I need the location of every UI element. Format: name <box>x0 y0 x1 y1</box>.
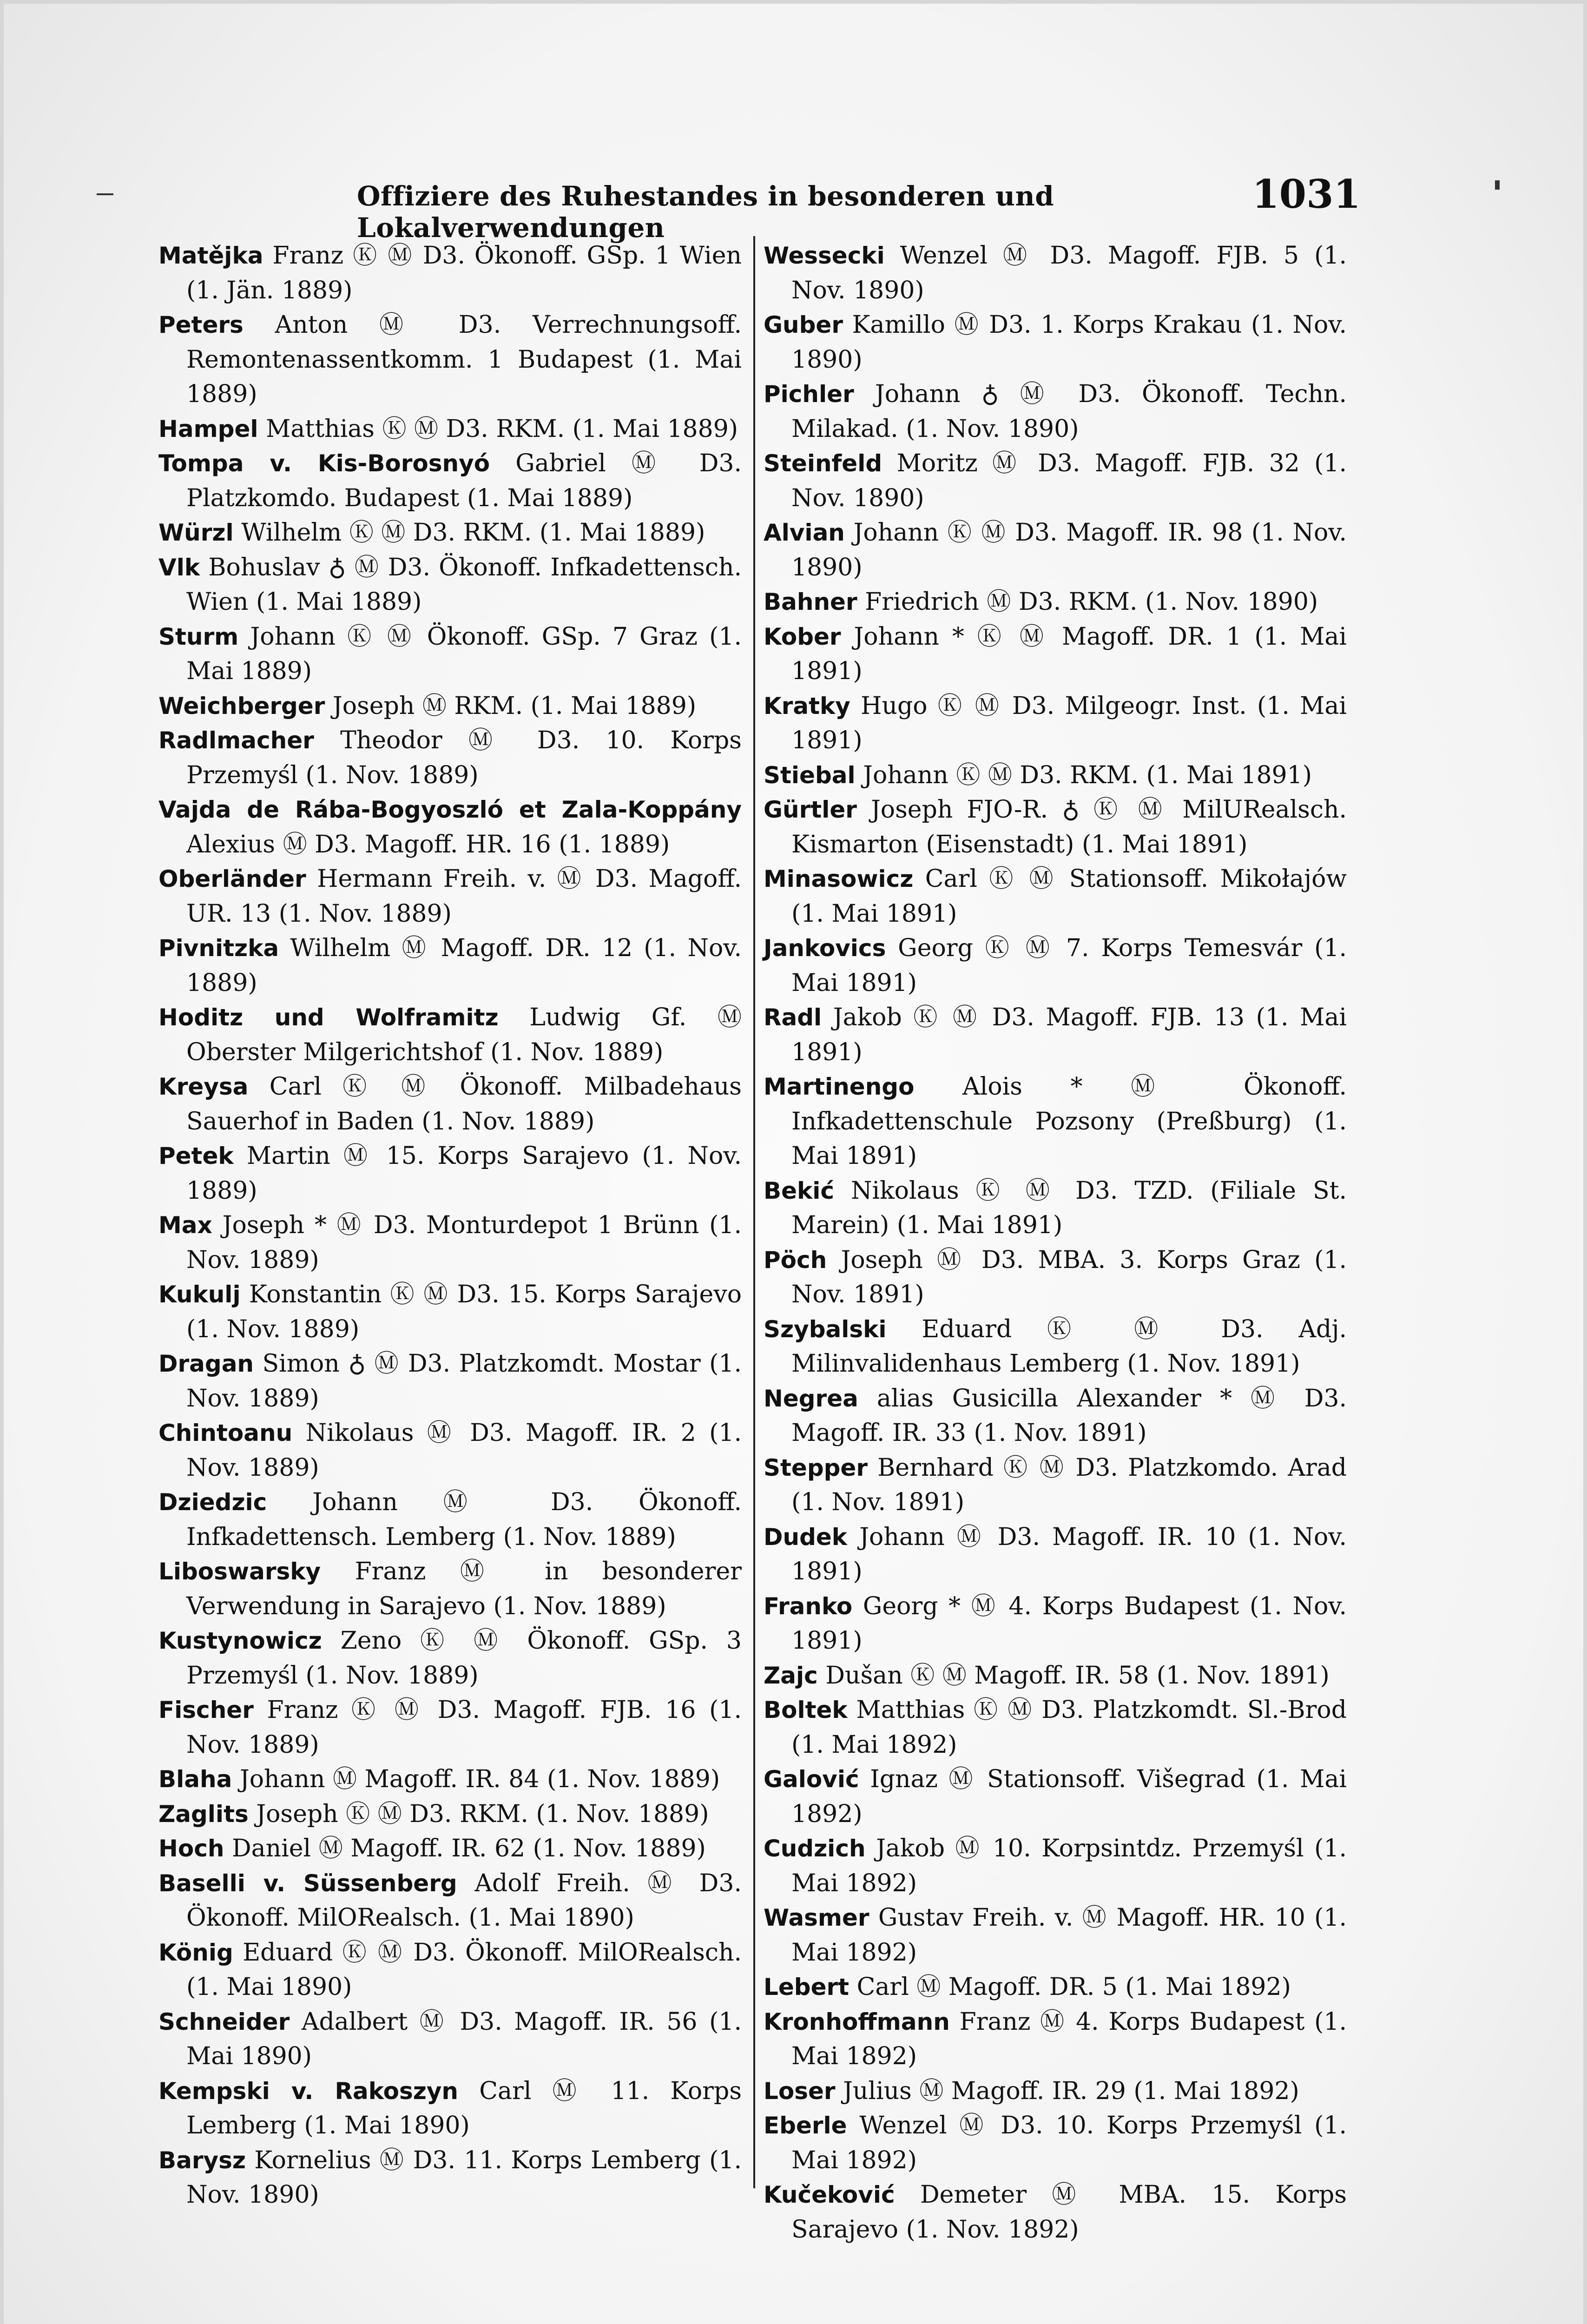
register-entry <box>764 1970 1347 2005</box>
entry-surname: Kustynowicz <box>158 1627 322 1654</box>
entry-surname: Jankovics <box>764 935 886 962</box>
entry-surname: Guber <box>764 311 843 338</box>
register-entry <box>158 1070 742 1139</box>
entry-surname: Bahner <box>764 588 857 615</box>
entry-surname: Wasmer <box>764 1904 869 1931</box>
entry-details: Johann * Ⓚ Ⓜ Magoff. DR. 1 (1. Mai 1891) <box>791 622 1347 685</box>
register-entry <box>158 412 742 447</box>
entry-details: Carl Ⓜ Magoff. DR. 5 (1. Mai 1892) <box>856 1973 1291 2001</box>
entry-surname: Blaha <box>158 1766 232 1793</box>
entry-surname: Eberle <box>764 2112 847 2139</box>
register-entry <box>764 1589 1347 1658</box>
register-entry <box>764 792 1347 862</box>
register-entry <box>158 689 742 724</box>
entry-details: Matthias Ⓚ Ⓜ D3. RKM. (1. Mai 1889) <box>266 415 738 443</box>
register-entry <box>158 1797 742 1832</box>
entry-surname: Chintoanu <box>158 1419 293 1446</box>
entry-surname: Pichler <box>764 381 854 408</box>
entry-surname: Peters <box>158 311 244 338</box>
register-entry <box>764 1381 1347 1451</box>
entry-surname: Bekić <box>764 1177 835 1204</box>
entry-details: Ignaz Ⓜ Stationsoff. Višegrad (1. Mai 1892) <box>791 1765 1347 1828</box>
register-entry <box>158 238 742 308</box>
entry-surname: Radlmacher <box>158 727 314 754</box>
entry-details: Johann Ⓚ Ⓜ D3. Magoff. IR. 98 (1. Nov. 1890) <box>791 519 1347 581</box>
register-entry <box>158 2143 742 2212</box>
entry-details: Alois * Ⓜ Ökonoff. Infkadettenschule Pozsony (Preßburg) (1. Mai 1891) <box>791 1073 1347 1170</box>
entry-details: Kamillo Ⓜ D3. 1. Korps Krakau (1. Nov. 1890) <box>791 311 1347 374</box>
register-entry <box>764 2178 1347 2247</box>
entry-surname: Galović <box>764 1766 859 1793</box>
entry-details: Bernhard Ⓚ Ⓜ D3. Platzkomdo. Arad (1. Nov. 1891) <box>791 1453 1347 1516</box>
entry-surname: Kempski v. Rakoszyn <box>158 2077 459 2105</box>
entry-surname: Gürtler <box>764 796 857 823</box>
right-column <box>764 238 1347 2247</box>
entry-details: Johann Ⓜ Magoff. IR. 84 (1. Nov. 1889) <box>239 1765 720 1793</box>
entry-surname: Matějka <box>158 242 263 269</box>
entry-surname: Kukulj <box>158 1281 241 1308</box>
entry-details: Bohuslav ♁ Ⓜ D3. Ökonoff. Infkadettensch. Wien (1. Mai 1889) <box>186 553 742 616</box>
register-entry <box>764 515 1347 585</box>
entry-details: Joseph Ⓚ Ⓜ D3. RKM. (1. Nov. 1889) <box>256 1800 709 1828</box>
entry-surname: Loser <box>764 2077 836 2105</box>
register-entry <box>158 1000 742 1070</box>
entry-details: Franz Ⓜ 4. Korps Budapest (1. Mai 1892) <box>791 2007 1347 2070</box>
register-entry <box>158 1277 742 1347</box>
entry-details: Joseph Ⓜ D3. MBA. 3. Korps Graz (1. Nov. 1891) <box>791 1246 1347 1308</box>
register-entry <box>764 758 1347 793</box>
entry-surname: Boltek <box>764 1697 848 1723</box>
entry-surname: Zajc <box>764 1662 818 1689</box>
entry-details: Nikolaus Ⓚ Ⓜ D3. TZD. (Filiale St. Marein) (1. Mai 1891) <box>791 1176 1347 1239</box>
entry-surname: Cudzich <box>764 1835 866 1862</box>
register-entry <box>764 1451 1347 1520</box>
entry-details: Carl Ⓚ Ⓜ Stationsoff. Mikołajów (1. Mai 1891) <box>791 865 1347 928</box>
entry-surname: König <box>158 1939 233 1966</box>
entry-surname: Tompa v. Kis-Borosnyó <box>158 450 490 477</box>
entry-details: Wilhelm Ⓜ Magoff. DR. 12 (1. Nov. 1889) <box>186 934 742 997</box>
entry-details: Joseph * Ⓜ D3. Monturdepot 1 Brünn (1. Nov. 1889) <box>186 1211 742 1274</box>
entry-details: Franz Ⓚ Ⓜ D3. Magoff. FJB. 16 (1. Nov. 1889) <box>186 1696 742 1759</box>
entry-details: Wenzel Ⓜ D3. 10. Korps Przemyśl (1. Mai 1892) <box>791 2112 1347 2174</box>
entry-surname: Vlk <box>158 554 200 581</box>
entry-details: Hermann Freih. v. Ⓜ D3. Magoff. UR. 13 (1. Nov. 1889) <box>186 865 742 928</box>
entry-details: Jakob Ⓚ Ⓜ D3. Magoff. FJB. 13 (1. Mai 1891) <box>791 1004 1347 1066</box>
entry-details: Johann Ⓜ D3. Magoff. IR. 10 (1. Nov. 1891) <box>791 1523 1347 1585</box>
entry-surname: Fischer <box>158 1697 254 1723</box>
entry-surname: Dudek <box>764 1523 848 1551</box>
entry-details: Johann Ⓚ Ⓜ Ökonoff. GSp. 7 Graz (1. Mai 1889) <box>186 622 742 685</box>
entry-surname: Vajda de Rába-Bogyoszló et Zala-Koppány <box>158 796 742 823</box>
entry-details: Joseph FJO-R. ♁ Ⓚ Ⓜ MilURealsch. Kismarton (Eisenstadt) (1. Mai 1891) <box>791 796 1347 858</box>
entry-surname: Sturm <box>158 623 239 650</box>
entry-details: Georg * Ⓜ 4. Korps Budapest (1. Nov. 1891) <box>791 1592 1347 1655</box>
register-entry <box>764 1243 1347 1312</box>
entry-details: Demeter Ⓜ MBA. 15. Korps Sarajevo (1. Nov. 1892) <box>791 2181 1347 2244</box>
register-entry <box>764 585 1347 620</box>
page-number: 1031 <box>1252 171 1361 217</box>
entry-details: Friedrich Ⓜ D3. RKM. (1. Nov. 1890) <box>865 588 1318 616</box>
entry-surname: Dragan <box>158 1350 254 1377</box>
entry-details: Martin Ⓜ 15. Korps Sarajevo (1. Nov. 1889) <box>186 1142 742 1205</box>
register-entry <box>158 1347 742 1416</box>
entry-details: Simon ♁ Ⓜ D3. Platzkomdt. Mostar (1. Nov. 1889) <box>186 1350 742 1413</box>
register-entry <box>158 1485 742 1554</box>
entry-details: Eduard Ⓚ Ⓜ D3. Ökonoff. MilORealsch. (1. Mai 1890) <box>186 1938 742 2001</box>
entry-details: Wilhelm Ⓚ Ⓜ D3. RKM. (1. Mai 1889) <box>241 519 705 547</box>
entry-details: Gabriel Ⓜ D3. Platzkomdo. Budapest (1. Mai 1889) <box>186 449 742 512</box>
entry-surname: Wessecki <box>764 242 885 269</box>
register-entry <box>764 1000 1347 1070</box>
register-entry <box>764 1312 1347 1381</box>
entry-details: Matthias Ⓚ Ⓜ D3. Platzkomdt. Sl.-Brod (1. Mai 1892) <box>791 1696 1347 1759</box>
register-entry <box>764 1070 1347 1174</box>
entry-details: Carl Ⓚ Ⓜ Ökonoff. Milbadehaus Sauerhof in Baden (1. Nov. 1889) <box>186 1073 742 1136</box>
entry-surname: Radl <box>764 1004 822 1031</box>
entry-details: Adolf Freih. Ⓜ D3. Ökonoff. MilORealsch. (1. Mai 1890) <box>186 1869 742 1932</box>
entry-details: Johann Ⓜ D3. Ökonoff. Infkadettensch. Lemberg (1. Nov. 1889) <box>186 1488 742 1551</box>
entry-details: Hugo Ⓚ Ⓜ D3. Milgeogr. Inst. (1. Mai 1891) <box>791 692 1347 754</box>
register-entry <box>158 792 742 862</box>
entry-surname: Stiebal <box>764 761 856 789</box>
entry-surname: Hoch <box>158 1835 224 1862</box>
entry-details: Alexius Ⓜ D3. Magoff. HR. 16 (1. 1889) <box>186 830 670 858</box>
column-divider <box>753 236 755 2188</box>
entry-details: Wenzel Ⓜ D3. Magoff. FJB. 5 (1. Nov. 1890) <box>791 242 1347 304</box>
entry-details: Zeno Ⓚ Ⓜ Ökonoff. GSp. 3 Przemyśl (1. Nov. 1889) <box>186 1627 742 1690</box>
entry-details: Kornelius Ⓜ D3. 11. Korps Lemberg (1. Nov. 1890) <box>186 2146 742 2209</box>
register-entry <box>158 1624 742 1693</box>
entry-details: Eduard Ⓚ Ⓜ D3. Adj. Milinvalidenhaus Lemberg (1. Nov. 1891) <box>791 1315 1347 1378</box>
entry-details: Ludwig Gf. Ⓜ Oberster Milgerichtshof (1. Nov. 1889) <box>186 1004 742 1066</box>
register-entry <box>158 1208 742 1277</box>
register-entry <box>158 515 742 550</box>
entry-details: Jakob Ⓜ 10. Korpsintdz. Przemyśl (1. Mai 1892) <box>791 1835 1347 1897</box>
entry-details: Julius Ⓜ Magoff. IR. 29 (1. Mai 1892) <box>843 2077 1299 2105</box>
entry-surname: Stepper <box>764 1454 868 1481</box>
entry-surname: Max <box>158 1212 212 1239</box>
entry-details: Anton Ⓜ D3. Verrechnungsoff. Remontenassentkomm. 1 Budapest (1. Mai 1889) <box>186 311 742 408</box>
entry-surname: Liboswarsky <box>158 1558 321 1585</box>
register-entry <box>764 1520 1347 1589</box>
register-entry <box>764 377 1347 446</box>
entry-surname: Pivnitzka <box>158 935 279 962</box>
register-entry <box>158 2074 742 2143</box>
register-entry <box>764 2005 1347 2074</box>
entry-surname: Kreysa <box>158 1073 249 1100</box>
register-entry <box>764 308 1347 377</box>
entry-surname: Petek <box>158 1142 234 1169</box>
entry-surname: Oberländer <box>158 865 306 892</box>
register-entry <box>158 931 742 1000</box>
entry-details: Moritz Ⓜ D3. Magoff. FJB. 32 (1. Nov. 1890) <box>791 449 1347 512</box>
entry-surname: Szybalski <box>764 1315 887 1343</box>
register-entry <box>158 862 742 931</box>
entry-details: Carl Ⓜ 11. Korps Lemberg (1. Mai 1890) <box>186 2077 742 2139</box>
entry-surname: Kratky <box>764 692 850 720</box>
left-column <box>158 238 742 2212</box>
register-entry <box>158 2005 742 2074</box>
entry-surname: Baselli v. Süssenberg <box>158 1869 457 1897</box>
entry-surname: Hoditz und Wolframitz <box>158 1004 499 1031</box>
page-header <box>157 171 1361 244</box>
register-entry <box>764 1693 1347 1762</box>
entry-surname: Hampel <box>158 415 258 442</box>
register-entry <box>764 238 1347 308</box>
entry-details: Johann Ⓚ Ⓜ D3. RKM. (1. Mai 1891) <box>863 761 1312 789</box>
register-entry <box>158 308 742 412</box>
entry-details: Dušan Ⓚ Ⓜ Magoff. IR. 58 (1. Nov. 1891) <box>825 1661 1330 1690</box>
entry-details: Franz Ⓜ in besonderer Verwendung in Sarajevo (1. Nov. 1889) <box>186 1558 742 1620</box>
entry-surname: Minasowicz <box>764 865 914 892</box>
entry-details: Daniel Ⓜ Magoff. IR. 62 (1. Nov. 1889) <box>231 1835 706 1862</box>
margin-mark <box>1495 180 1500 190</box>
entry-surname: Würzl <box>158 519 234 546</box>
entry-surname: Negrea <box>764 1385 858 1412</box>
register-entry <box>158 723 742 792</box>
register-entry <box>158 1554 742 1624</box>
entry-details: Franz Ⓚ Ⓜ D3. Ökonoff. GSp. 1 Wien (1. Jän. 1889) <box>186 242 742 304</box>
entry-details: Georg Ⓚ Ⓜ 7. Korps Temesvár (1. Mai 1891) <box>791 934 1347 997</box>
entry-surname: Pöch <box>764 1246 827 1274</box>
register-entry <box>158 1693 742 1762</box>
entry-surname: Barysz <box>158 2146 246 2174</box>
register-entry <box>764 446 1347 515</box>
entry-surname: Martinengo <box>764 1073 915 1100</box>
register-entry <box>158 620 742 689</box>
entry-details: Theodor Ⓜ D3. 10. Korps Przemyśl (1. Nov. 1889) <box>186 726 742 789</box>
register-entry <box>158 1866 742 1935</box>
entry-details: Konstantin Ⓚ Ⓜ D3. 15. Korps Sarajevo (1. Nov. 1889) <box>186 1281 742 1343</box>
entry-surname: Kober <box>764 623 841 650</box>
entry-details: Joseph Ⓜ RKM. (1. Mai 1889) <box>332 692 697 720</box>
entry-surname: Lebert <box>764 1974 849 2000</box>
running-title: Offiziere des Ruhestandes in besonderen und Lokalverwendungen <box>357 180 1054 244</box>
register-entry <box>764 689 1347 758</box>
entry-details: Johann ♁ Ⓜ D3. Ökonoff. Techn. Milakad. (1. Nov. 1890) <box>791 380 1347 443</box>
register-entry <box>764 931 1347 1000</box>
register-entry <box>764 620 1347 689</box>
entry-surname: Franko <box>764 1592 853 1620</box>
entry-surname: Schneider <box>158 2008 290 2035</box>
entry-surname: Kučeković <box>764 2181 895 2208</box>
entry-details: Nikolaus Ⓜ D3. Magoff. IR. 2 (1. Nov. 1889) <box>186 1419 742 1482</box>
entry-details: Gustav Freih. v. Ⓜ Magoff. HR. 10 (1. Mai 1892) <box>791 1904 1347 1967</box>
entry-surname: Zaglits <box>158 1800 249 1828</box>
entry-details: alias Gusicilla Alexander * Ⓜ D3. Magoff. IR. 33 (1. Nov. 1891) <box>791 1384 1347 1447</box>
register-entry <box>764 862 1347 931</box>
register-entry <box>158 1762 742 1797</box>
entry-surname: Alvian <box>764 519 845 546</box>
register-entry <box>764 1831 1347 1901</box>
register-entry <box>158 1416 742 1485</box>
entry-surname: Weichberger <box>158 692 325 720</box>
register-entry <box>158 1139 742 1208</box>
register-entry <box>764 2074 1347 2109</box>
register-entry <box>764 1174 1347 1243</box>
margin-mark <box>97 193 113 195</box>
entry-surname: Dziedzic <box>158 1489 267 1516</box>
register-entry <box>158 446 742 515</box>
register-entry <box>764 1762 1347 1831</box>
entry-surname: Kronhoffmann <box>764 2008 950 2035</box>
register-entry <box>158 1831 742 1866</box>
register-entry <box>158 550 742 620</box>
register-entry <box>764 1901 1347 1970</box>
register-entry <box>764 1658 1347 1693</box>
register-entry <box>764 2108 1347 2178</box>
entry-surname: Steinfeld <box>764 450 882 477</box>
register-entry <box>158 1935 742 2005</box>
entry-details: Adalbert Ⓜ D3. Magoff. IR. 56 (1. Mai 1890) <box>186 2007 742 2070</box>
